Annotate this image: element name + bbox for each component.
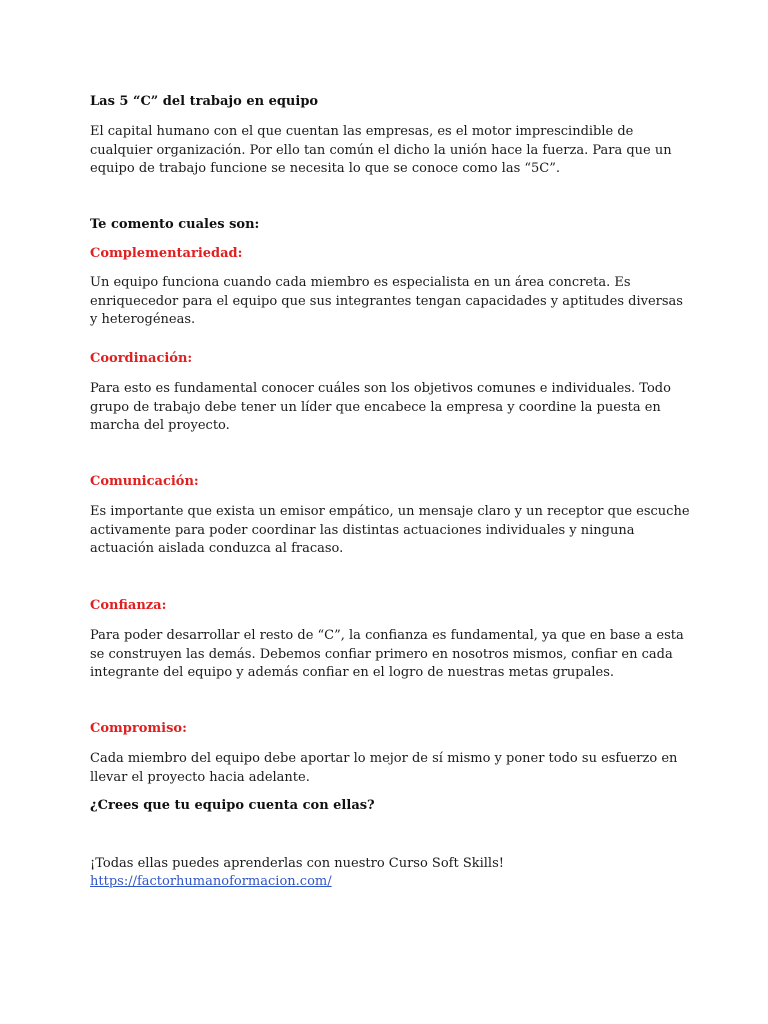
list-intro: Te comento cuales son: bbox=[90, 217, 260, 232]
section-heading-comunicacion: Comunicación: bbox=[90, 474, 199, 489]
section-heading-coordinacion: Coordinación: bbox=[90, 351, 193, 366]
section-heading-confianza: Confianza: bbox=[90, 598, 167, 613]
website-link-wrapper bbox=[90, 873, 690, 892]
section-heading-compromiso: Compromiso: bbox=[90, 721, 187, 736]
section-body-complementariedad: Un equipo funciona cuando cada miembro es especialista en un área concreta. Es enriquecedor para el equipo que sus integrantes tengan capacidades y aptitudes diversas y heterogéneas. bbox=[90, 275, 683, 327]
section-body-compromiso: Cada miembro del equipo debe aportar lo mejor de sí mismo y poner todo su esfuerzo en llevar el proyecto hacia adelante. bbox=[90, 751, 678, 785]
website-link[interactable]: https://factorhumanoformacion.com/ bbox=[90, 874, 332, 889]
section-body-comunicacion: Es importante que exista un emisor empático, un mensaje claro y un receptor que escuche activamente para poder coordinar las distintas actuaciones individuales y ninguna actuación aislada conduzca al fracaso. bbox=[90, 504, 690, 556]
section-body-coordinacion: Para esto es fundamental conocer cuáles son los objetivos comunes e individuales. Todo grupo de trabajo debe tener un líder que encabece la empresa y coordine la puesta en marcha del proyecto. bbox=[90, 381, 671, 433]
closing-question: ¿Crees que tu equipo cuenta con ellas? bbox=[90, 798, 375, 813]
intro-paragraph: El capital humano con el que cuentan las empresas, es el motor imprescindible de cualquier organización. Por ello tan común el dicho la unión hace la fuerza. Para que un equipo de trabajo funcione se necesita lo que se conoce como las “5C”. bbox=[90, 124, 672, 176]
section-body-confianza: Para poder desarrollar el resto de “C”, la confianza es fundamental, ya que en base a esta se construyen las demás. Debemos confiar primero en nosotros mismos, confiar en cada integrante del equipo y además confiar en el logro de nuestras metas grupales. bbox=[90, 628, 684, 680]
section-heading-complementariedad: Complementariedad: bbox=[90, 246, 243, 261]
closing-line: ¡Todas ellas puedes aprenderlas con nuestro Curso Soft Skills! bbox=[90, 856, 504, 871]
document-title: Las 5 “C” del trabajo en equipo bbox=[90, 94, 319, 109]
